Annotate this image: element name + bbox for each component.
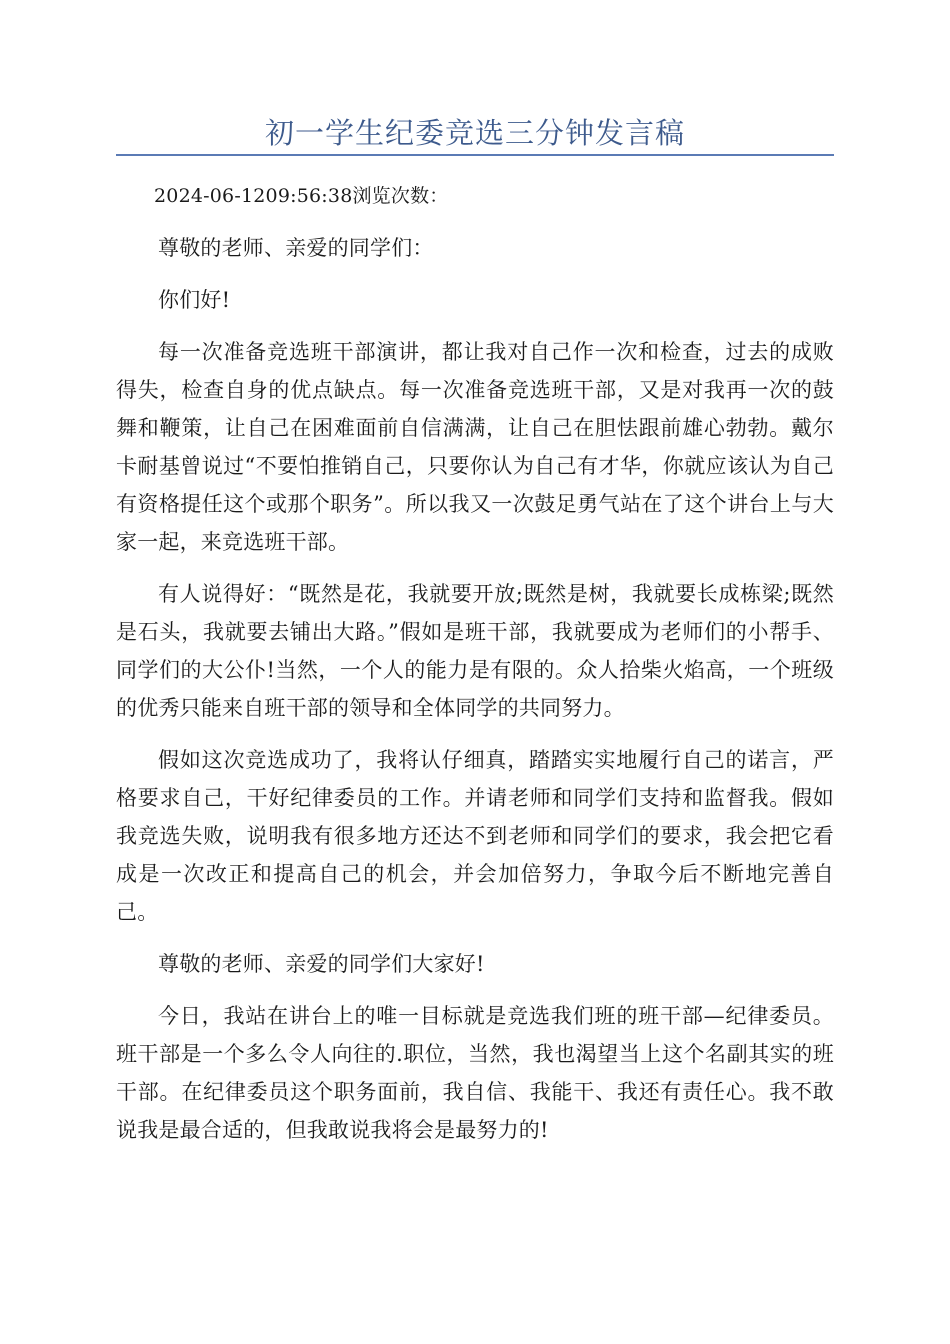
paragraph-greeting-2: 尊敬的老师、亲爱的同学们大家好! bbox=[158, 952, 485, 976]
paragraph-body-3: 假如这次竞选成功了，我将认仔细真，踏踏实实地履行自己的诺言，严格要求自己，干好纪律委员的工作。并请老师和同学们支持和监督我。假如我竞选失败，说明我有很多地方还达不到老师和同学们的要求，我会把它看成是一次改正和提高自己的机会，并会加倍努力，争取今后不断地完善自己。 bbox=[116, 748, 834, 924]
page-title: 初一学生纪委竞选三分钟发言稿 bbox=[264, 116, 685, 150]
paragraph-body-1: 每一次准备竞选班干部演讲，都让我对自己作一次和检查，过去的成败得失，检查自身的优点缺点。每一次准备竞选班干部，又是对我再一次的鼓舞和鞭策，让自己在困难面前自信满满，让自己在胆怯跟前雄心勃勃。戴尔卡耐基曾说过“不要怕推销自己，只要你认为自己有才华，你就应该认为自己有资格提任这个或那个职务”。所以我又一次鼓足勇气站在了这个讲台上与大家一起，来竞选班干部。 bbox=[116, 340, 834, 554]
paragraph-hello: 你们好! bbox=[158, 288, 231, 312]
paragraph-body-4: 今日，我站在讲台上的唯一目标就是竞选我们班的班干部—纪律委员。班干部是一个多么令人向往的.职位，当然，我也渴望当上这个名副其实的班干部。在纪律委员这个职务面前，我自信、我能干、我还有责任心。我不敢说我是最合适的，但我敢说我将会是最努力的! bbox=[116, 1004, 834, 1142]
document-body bbox=[116, 177, 834, 1163]
publish-meta: 2024-06-1209:56:38浏览次数： bbox=[154, 185, 449, 207]
title-underline bbox=[116, 154, 834, 156]
paragraph-greeting: 尊敬的老师、亲爱的同学们： bbox=[158, 236, 434, 260]
paragraph-body-2: 有人说得好：“既然是花，我就要开放;既然是树，我就要长成栋梁;既然是石头，我就要去铺出大路。”假如是班干部，我就要成为老师们的小帮手、同学们的大公仆!当然，一个人的能力是有限的。众人拾柴火焰高，一个班级的优秀只能来自班干部的领导和全体同学的共同努力。 bbox=[116, 582, 834, 720]
